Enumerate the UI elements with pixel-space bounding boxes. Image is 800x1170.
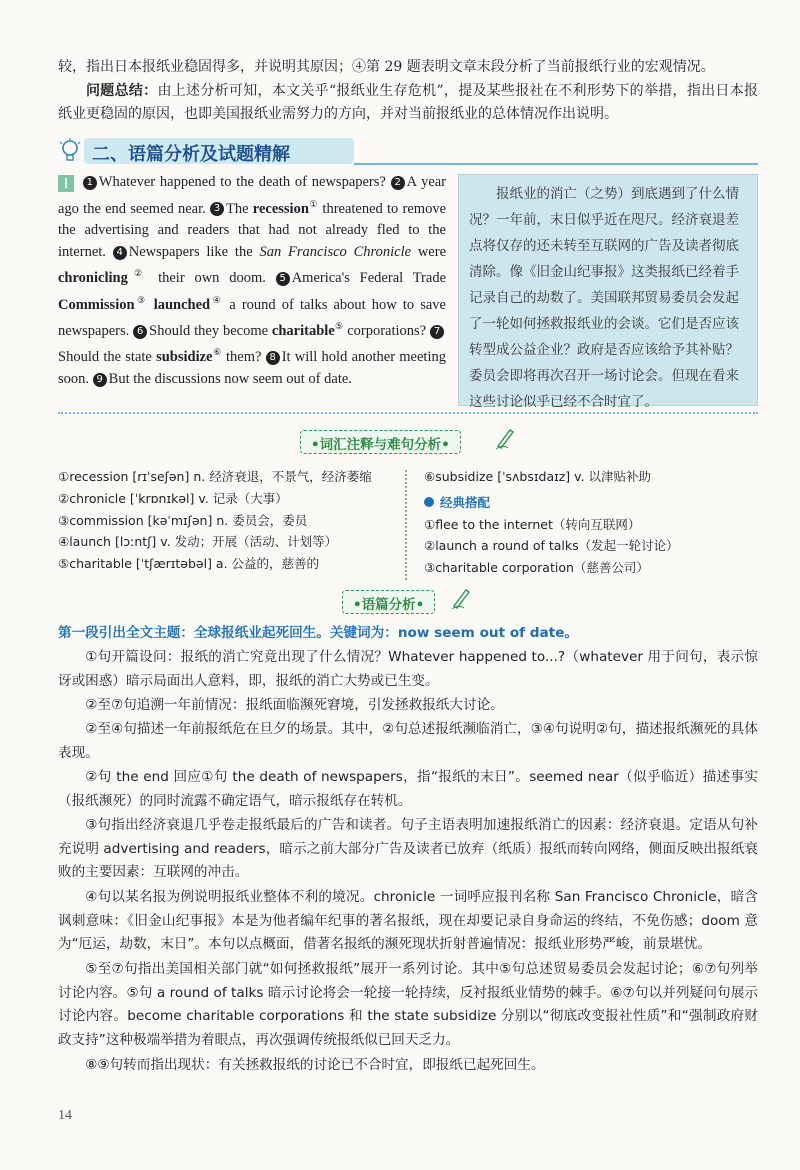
analysis-paragraph: ⑤至⑦句指出美国相关部门就“如何拯救报纸”展开一系列讨论。其中⑤句总述贸易委员会发起讨论；⑥⑦句列举讨论内容。⑤句 a round of talks 暗示讨论将会一轮接一轮持续，反衬报纸业情势的棘手。⑥⑦句以并列疑问句展示讨论内容。become charitable corporations 和 the state subsidize 分别以“彻底改变报社性质”和“强制政府财政支持”这种极端举措为着眼点，再次强调传统报纸似已回天乏力。 bbox=[58, 961, 758, 1048]
vocab-item: ⑤charitable [ˈtʃærɪtəbəl] a. 公益的，慈善的 bbox=[58, 556, 320, 572]
sentence-number-icon: 3 bbox=[210, 202, 224, 216]
sentence-number-icon: 6 bbox=[133, 325, 147, 339]
sentence-5-pre: America's Federal Trade bbox=[291, 270, 447, 287]
paragraph-lead: 第一段引出全文主题：全球报纸业起死回生。关键词为：now seem out of date。 bbox=[58, 625, 579, 641]
collocation-item: ②launch a round of talks（发起一轮讨论） bbox=[424, 538, 679, 554]
passage-text: Ⅰ 1 Whatever happened to the death of newspapers? 2 A year ago the end seemed near. 3 The recession① threatened to remove the advertising and readers that had not already fled to the internet. 4 Newspapers like the San Francisco Chronicle were chronicling② their own doom. 5 America's Federal Trade Commission③ launched④ a round of talks about how to save newspapers. 6 Should they become charitable⑤ corporations? 7Should the state subsidize⑥ them? 8 It will hold another meeting soon. 9 But the discussions now seem out of date. bbox=[58, 174, 447, 387]
sentence-4-mid: were bbox=[417, 243, 446, 260]
sentence-number-icon: 4 bbox=[113, 246, 127, 260]
bullet-icon bbox=[424, 497, 434, 507]
analysis-heading: •语篇分析• bbox=[342, 590, 435, 614]
problem-summary bbox=[58, 80, 758, 126]
vocab-item: ③commission [kəˈmɪʃən] n. 委员会，委员 bbox=[58, 512, 308, 528]
section-header bbox=[58, 136, 758, 166]
vocab-item: ④launch [lɔːntʃ] v. 发动；开展（活动、计划等） bbox=[58, 534, 338, 550]
newspaper-name: San Francisco Chronicle bbox=[259, 243, 412, 260]
sentence-3-pre: The bbox=[226, 200, 249, 217]
vocab-item: ⑥subsidize [ˈsʌbsɪdaɪz] v. 以津贴补助 bbox=[424, 469, 652, 484]
vocab-word-charitable: charitable bbox=[271, 322, 335, 339]
sentence-7-post: them? bbox=[226, 349, 262, 366]
collocation-heading: 经典搭配 bbox=[440, 494, 491, 510]
analysis-paragraph: ①句开篇设问：报纸的消亡究竟出现了什么情况？Whatever happened to...?（whatever 用于问句，表示惊讶或困惑）暗示局面出人意料，即，报纸的消亡大势或已生变。 bbox=[58, 649, 758, 689]
sentence-8: It will hold another meeting soon. bbox=[58, 349, 446, 387]
page-number: 14 bbox=[58, 1108, 72, 1123]
vocab-heading: •词汇注释与难句分析• bbox=[300, 430, 461, 454]
sentence-number-icon: 9 bbox=[93, 373, 107, 387]
vocab-word-subsidize: subsidize bbox=[156, 349, 213, 366]
section-title: 二、语篇分析及试题精解 bbox=[92, 144, 290, 165]
sentence-6-post: corporations? bbox=[347, 322, 427, 339]
sentence-number-icon: 5 bbox=[276, 272, 290, 286]
vocab-word-chronicling: chronicling bbox=[58, 270, 128, 287]
analysis-paragraph: ②至④句描述一年前报纸危在旦夕的场景。其中，②句总述报纸濒临消亡，③④句说明②句，描述报纸濒死的具体表现。 bbox=[58, 721, 758, 761]
spine-divider bbox=[405, 470, 415, 580]
summary-label: 问题总结： bbox=[86, 83, 158, 99]
sentence-4-post: their own doom. bbox=[158, 270, 266, 287]
translation-box: 报纸业的消亡（之势）到底遇到了什么情况？一年前，末日似乎近在咫尺。经济衰退差点将仅存的还未转至互联网的广告及读者彻底清除。像《旧金山纪事报》这类报纸已经着手记录自己的劫数了。美国联邦贸易委员会发起了一轮如何拯救报纸业的会谈。它们是否应该转型成公益企业？政府是否应该给予其补贴？委员会即将再次召开一场讨论会。但现在看来这些讨论似乎已经不合时宜了。 bbox=[458, 174, 758, 406]
collocation-item: ①flee to the internet（转向互联网） bbox=[424, 516, 641, 532]
vocab-list bbox=[58, 466, 398, 575]
analysis-paragraph: ④句以某名报为例说明报纸业整体不利的境况。chronicle 一词呼应报刊名称 San Francisco Chronicle，暗含讽刺意味：《旧金山纪事报》本是为他者编年纪事的著名报纸，现在却要记录自身命运的终结，不免伤感；doom 意为“厄运，劫数，末日”。本句以点概面，借著名报纸的濒死现状折射普遍情况：报纸业形势严峻，前景堪忧。 bbox=[58, 889, 758, 952]
sentence-3-post: threatened to remove the advertising and readers that had not already fled to the internet. bbox=[58, 200, 447, 260]
pen-icon bbox=[494, 426, 516, 450]
vocab-item: ①recession [rɪˈseʃən] n. 经济衰退，不景气，经济萎缩 bbox=[58, 469, 372, 484]
divider bbox=[58, 412, 758, 414]
vocab-item: ②chronicle [ˈkrɒnɪkəl] v. 记录（大事） bbox=[58, 490, 288, 506]
collocation-item: ③charitable corporation（慈善公司） bbox=[424, 560, 649, 576]
sentence-1: Whatever happened to the death of newspapers? bbox=[98, 174, 386, 190]
analysis-paragraph: ③句指出经济衰退几乎卷走报纸最后的广告和读者。句子主语表明加速报纸消亡的因素：经济衰退。定语从句补充说明 advertising and readers，暗示之前大部分广告及读者已放弃（纸质）报纸而转向网络，侧面反映出报纸衰败的主要因素：互联网的冲击。 bbox=[58, 817, 758, 880]
sentence-2: A year ago the end seemed near. bbox=[58, 174, 447, 217]
analysis-paragraph: ②句 the end 回应①句 the death of newspapers，指“报纸的末日”。seemed near（似乎临近）描述事实（报纸濒死）的同时流露不确定语气，暗示报纸存在转机。 bbox=[58, 769, 758, 809]
sentence-6-pre: Should they become bbox=[149, 322, 269, 339]
intro-line: 较，指出日本报纸业稳固得多，并说明其原因；④第 29 题表明文章末段分析了当前报纸行业的宏观情况。 bbox=[58, 59, 715, 75]
sentence-7-pre: Should the state bbox=[58, 349, 152, 366]
sentence-number-icon: 1 bbox=[83, 176, 97, 190]
sentence-9: But the discussions now seem out of date. bbox=[108, 370, 352, 387]
summary-text: 由上述分析可知，本文关乎“报纸业生存危机”，提及某些报社在不利形势下的举措，指出日本报纸业更稳固的原因，也即美国报纸业需努力的方向，并对当前报纸业的总体情况作出说明。 bbox=[58, 83, 759, 122]
collocation-heading-row bbox=[424, 492, 758, 514]
vocab-word-recession: recession bbox=[252, 200, 309, 217]
sentence-4-pre: Newspapers like the bbox=[128, 243, 253, 260]
analysis-paragraph: ⑧⑨句转而指出现状：有关拯救报纸的讨论已不合时宜，即报纸已起死回生。 bbox=[85, 1057, 545, 1073]
sentence-number-icon: 2 bbox=[391, 176, 405, 190]
vocab-right-column bbox=[424, 466, 758, 579]
analysis-paragraph: ②至⑦句追溯一年前情况：报纸面临濒死窘境，引发拯救报纸大讨论。 bbox=[85, 697, 504, 713]
section-rule bbox=[354, 163, 758, 165]
pen-icon bbox=[450, 586, 472, 610]
vocab-word-launched: launched bbox=[153, 296, 211, 313]
vocab-word-commission: Commission bbox=[58, 296, 135, 313]
paragraph-marker: Ⅰ bbox=[58, 175, 74, 192]
sentence-number-icon: 8 bbox=[266, 351, 280, 365]
lightbulb-icon bbox=[58, 138, 82, 164]
sentence-number-icon: 7 bbox=[430, 325, 444, 339]
sentence-5-post: a round of talks about how to save newspapers. bbox=[58, 296, 446, 339]
